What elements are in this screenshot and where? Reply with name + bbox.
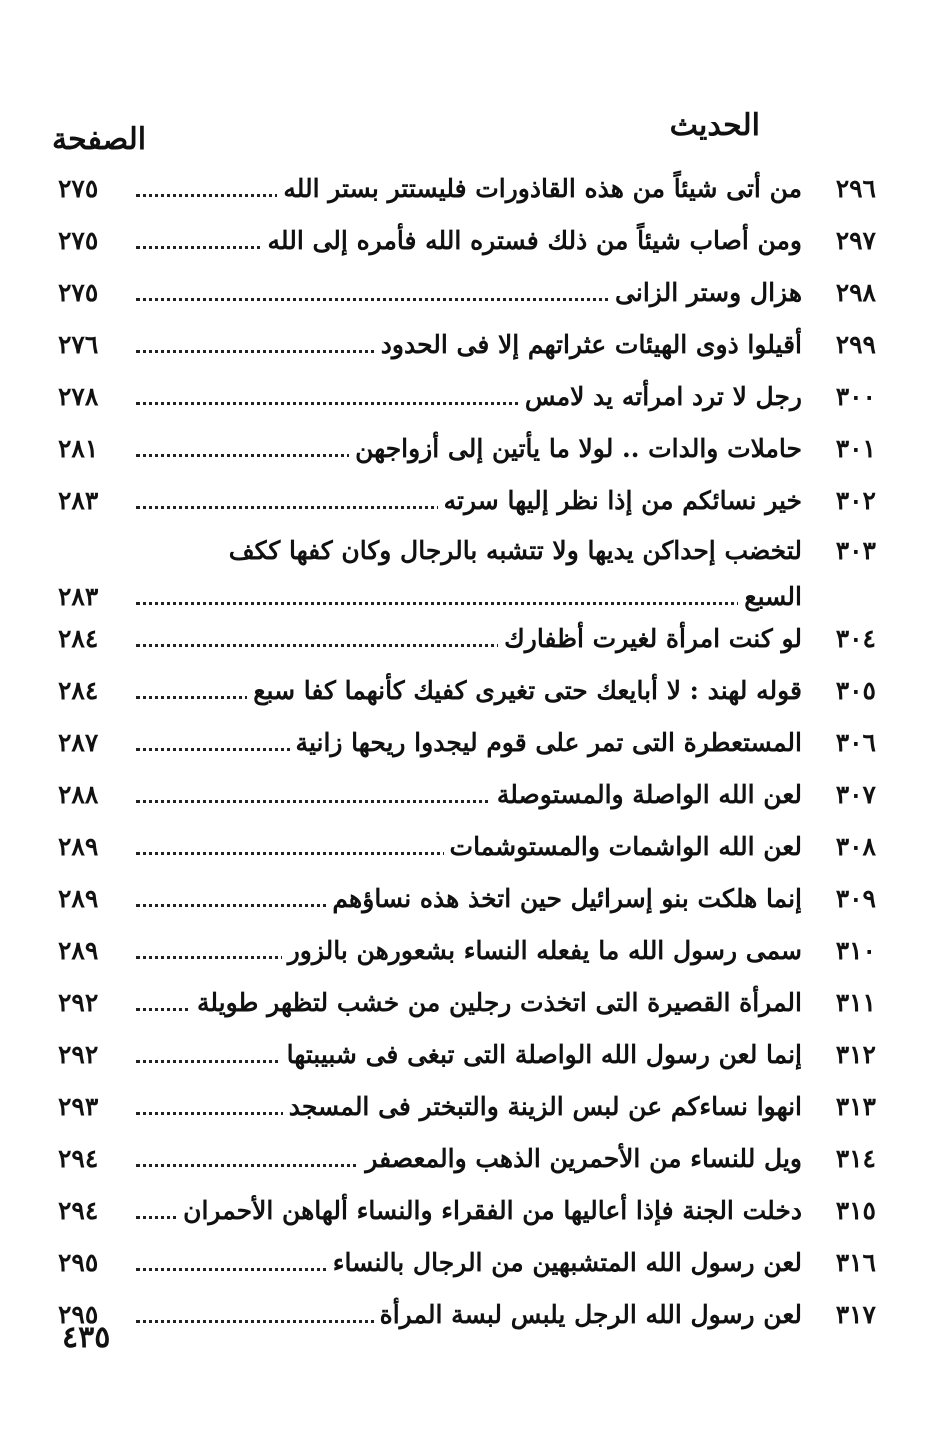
hadith-title: إنما لعن رسول الله الواصلة التى تبغى فى شبيبتها [281,1032,802,1078]
page-reference: ٢٩٤ [58,1196,99,1225]
hadith-number: ٣١٣ [835,1092,876,1121]
toc-entry [58,1084,876,1130]
toc-entry [58,1188,876,1234]
hadith-number: ٣٠٢ [835,486,876,515]
hadith-title: لعن الله الواشمات والمستوشمات [444,824,802,870]
hadith-title: المستعطرة التى تمر على قوم ليجدوا ريحها زانية [290,720,802,766]
page-reference: ٢٨٣ [58,486,99,515]
hadith-title: ومن أصاب شيئاً من ذلك فستره الله فأمره إلى الله [262,218,802,264]
toc-entry [58,528,876,620]
hadith-number: ٢٩٧ [835,226,876,255]
page-reference: ٢٧٥ [58,174,99,203]
hadith-title: إنما هلكت بنو إسرائيل حين اتخذ هذه نساؤهم [326,876,802,922]
page-reference: ٢٨٤ [58,624,99,653]
toc-entry [58,772,876,818]
page-reference: ٢٩٢ [58,1040,99,1069]
toc-entry [58,374,876,420]
hadith-title: لعن الله الواصلة والمستوصلة [491,772,802,818]
hadith-title: أقيلوا ذوى الهيئات عثراتهم إلا فى الحدود [375,322,802,368]
hadith-title: لعن رسول الله الرجل يلبس لبسة المرأة [374,1292,802,1338]
page-reference: ٢٩٤ [58,1144,99,1173]
hadith-number: ٣١٦ [835,1248,876,1277]
hadith-number: ٣٠٣ [835,536,876,565]
hadith-number: ٢٩٩ [835,330,876,359]
toc-entry [58,1032,876,1078]
hadith-title: ويل للنساء من الأحمرين الذهب والمعصفر [359,1136,802,1182]
toc-entry [58,1292,876,1338]
toc-entry [58,1136,876,1182]
toc-entry [58,720,876,766]
page-reference: ٢٨٤ [58,676,99,705]
toc-entry [58,876,876,922]
toc-entry [58,478,876,524]
hadith-number: ٣١٢ [835,1040,876,1069]
hadith-title: حاملات والدات .. لولا ما يأتين إلى أزواجهن [349,426,802,472]
hadith-number: ٣٠٥ [835,676,876,705]
page-reference: ٢٨٩ [58,936,99,965]
toc-entry [58,824,876,870]
hadith-number: ٣٠٠ [835,382,876,411]
page-reference: ٢٨٩ [58,884,99,913]
page-reference: ٢٨٩ [58,832,99,861]
hadith-number: ٢٩٦ [835,174,876,203]
page-reference: ٢٧٥ [58,226,99,255]
hadith-title: خير نسائكم من إذا نظر إليها سرته [438,478,802,524]
hadith-title: سمى رسول الله ما يفعله النساء بشعورهن بالزور [282,928,802,974]
hadith-number: ٣٠٦ [835,728,876,757]
page-number: ٤٣٥ [62,1320,111,1355]
hadith-column-header: الحديث [669,108,760,143]
toc-entry [58,616,876,662]
hadith-title: قوله لهند : لا أبايعك حتى تغيرى كفيك كأنهما كفا سبع [247,668,802,714]
page-reference: ٢٩٣ [58,1092,99,1121]
hadith-number: ٣٠٨ [835,832,876,861]
page-reference: ٢٨٧ [58,728,99,757]
toc-entry [58,322,876,368]
hadith-number: ٣٠٤ [835,624,876,653]
hadith-number: ٣٠٩ [835,884,876,913]
hadith-number: ٣٠٧ [835,780,876,809]
page-reference: ٢٩٢ [58,988,99,1017]
hadith-title: لعن رسول الله المتشبهين من الرجال بالنساء [327,1240,802,1286]
page-column-header: الصفحة [52,122,147,157]
toc-entry [58,218,876,264]
hadith-title-continuation: السبع [738,574,802,620]
hadith-title: المرأة القصيرة التى اتخذت رجلين من خشب لتظهر طويلة [191,980,802,1026]
toc-entry [58,166,876,212]
hadith-number: ٣١٠ [835,936,876,965]
toc-entry [58,426,876,472]
page-reference: ٢٧٥ [58,278,99,307]
page-reference: ٢٨١ [58,434,99,463]
hadith-number: ٢٩٨ [835,278,876,307]
hadith-title: انهوا نساءكم عن لبس الزينة والتبختر فى المسجد [283,1084,802,1130]
toc-entry [58,1240,876,1286]
hadith-title: لتخضب إحداكن يديها ولا تتشبه بالرجال وكان كفها ككف [228,536,802,565]
page-reference: ٢٧٨ [58,382,99,411]
hadith-title: من أتى شيئاً من هذه القاذورات فليستتر بستر الله [277,166,802,212]
toc-entry [58,668,876,714]
hadith-number: ٣١٧ [835,1300,876,1329]
page-reference: ٢٧٦ [58,330,99,359]
hadith-number: ٣١٥ [835,1196,876,1225]
hadith-title: لو كنت امرأة لغيرت أظفارك [498,616,802,662]
page-reference: ٢٩٥ [58,1248,99,1277]
hadith-title: رجل لا ترد امرأته يد لامس [519,374,802,420]
toc-entry [58,928,876,974]
toc-entry [58,980,876,1026]
leader-dots [136,602,802,605]
hadith-title: هزال وستر الزانى [609,270,802,316]
page-reference: ٢٩٥ [58,1300,99,1329]
toc-entry [58,270,876,316]
hadith-number: ٣١٤ [835,1144,876,1173]
hadith-number: ٣١١ [835,988,876,1017]
page-reference: ٢٨٨ [58,780,99,809]
hadith-title: دخلت الجنة فإذا أعاليها من الفقراء والنساء ألهاهن الأحمران [177,1188,802,1234]
hadith-number: ٣٠١ [835,434,876,463]
page-reference: ٢٨٣ [58,582,99,611]
